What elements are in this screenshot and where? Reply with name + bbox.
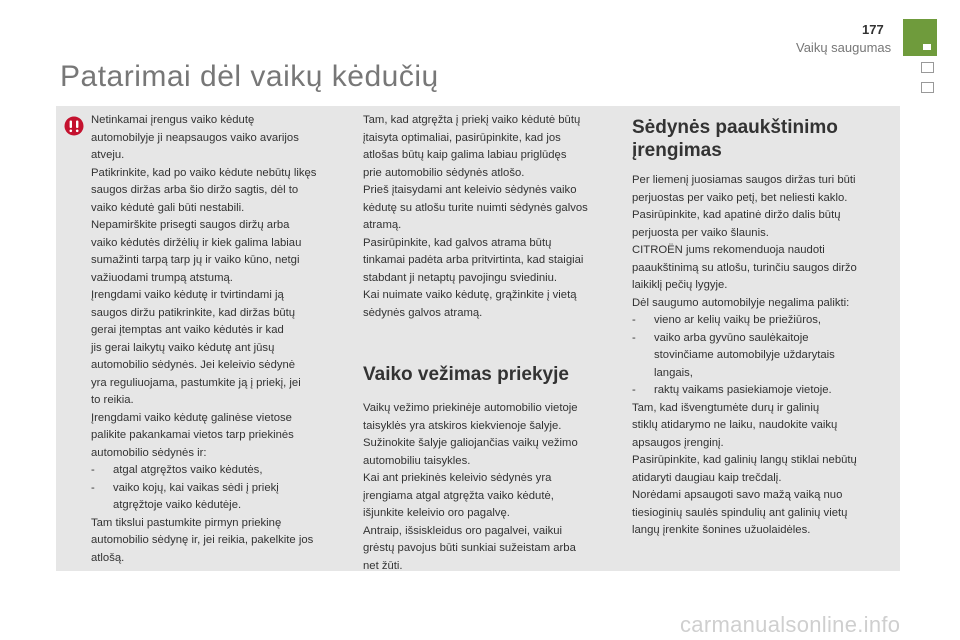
text-line: Tam tikslui pastumkite pirmyn priekinę xyxy=(91,516,282,529)
text-line: Sužinokite šalyje galiojančias vaikų vežimo xyxy=(363,437,578,449)
text-line: tiesioginių saulės spindulių ant galinių vietų xyxy=(632,506,848,519)
text-line: apsaugos įrenginį. xyxy=(632,436,724,449)
text-line: Pasirūpinkite, kad galinių langų stiklai nebūtų xyxy=(632,454,857,466)
section-heading-booster xyxy=(632,116,894,162)
list-item xyxy=(91,462,351,480)
tab-marker-icon xyxy=(923,44,931,50)
text-line: tinkamai padėta arba pritvirtinta, kad staigiai xyxy=(363,254,584,266)
text-line: yra reguliuojama, pastumkite ją į priekį, jei xyxy=(91,376,301,389)
text-line: laikiklį pečių lygyje. xyxy=(632,279,728,291)
text-line: Prieš įtaisydami ant keleivio sėdynės vaiko xyxy=(363,184,577,196)
section-tab-active[interactable] xyxy=(903,19,937,56)
page-title: Patarimai dėl vaikų kėdučių xyxy=(60,60,439,93)
text-line: net žūti. xyxy=(363,559,403,572)
text-line: langų įrenkite šonines užuolaidėles. xyxy=(632,524,811,536)
text-line: to reikia. xyxy=(91,394,134,406)
list-item xyxy=(632,382,894,400)
text-line: Netinkamai įrengus vaiko kėdutę xyxy=(91,114,255,126)
text-line: stabdant ji netaptų pavojingu sviediniu. xyxy=(363,271,558,284)
text-line: vieno ar kelių vaikų be priežiūros, xyxy=(654,314,822,326)
text-line: kėdutę su atlošu turite nuimti sėdynės galvos xyxy=(363,201,588,214)
text-line: Pasirūpinkite, kad galvos atrama būtų xyxy=(363,236,552,249)
text-line: automobilio sėdynės ir: xyxy=(91,446,207,459)
text-line: įrengiama atgal atgręžta vaiko kėdutė, xyxy=(363,489,554,502)
list-item xyxy=(91,480,351,515)
text-line: važiuodami trumpą atstumą. xyxy=(91,271,233,284)
text-line: Įrengdami vaiko kėdutę galinėse vietose xyxy=(91,411,292,424)
text-line: automobilio sėdynės. Jei keleivio sėdynė xyxy=(91,359,296,371)
text-line: Nepamirškite prisegti saugos diržų arba xyxy=(91,219,290,231)
text-line: prie automobilio sėdynės atlošo. xyxy=(363,166,525,179)
list-item xyxy=(632,330,894,383)
text-line: automobiliu taisykles. xyxy=(363,454,471,467)
text-line: atlošą. xyxy=(91,551,125,564)
text-line: vaiko arba gyvūno saulėkaitoje xyxy=(654,331,809,344)
text-line: Per liemenį juosiamas saugos diržas turi būti xyxy=(632,174,856,186)
text-line: atlošas būtų kaip galima labiau priglūdęs xyxy=(363,149,567,161)
text-line: vaiko kojų, kai vaikas sėdi į priekį xyxy=(113,481,279,494)
section-tab[interactable] xyxy=(921,62,934,73)
list-dash: - xyxy=(632,331,636,344)
text-line: vaiko kėdutė gali būti nestabili. xyxy=(91,201,245,214)
text-line: išjunkite keleivio oro pagalvę. xyxy=(363,507,510,519)
watermark: carmanualsonline.info xyxy=(680,612,901,637)
text-line: CITROËN jums rekomenduoja naudoti xyxy=(632,244,825,256)
list-dash: - xyxy=(91,481,95,494)
text-line: langais, xyxy=(654,366,693,379)
text-line: grėstų pavojus būti sunkiai sužeistam arba xyxy=(363,542,576,554)
list-dash: - xyxy=(632,384,636,396)
text-line: Patikrinkite, kad po vaiko kėdute nebūtų likęs xyxy=(91,166,317,179)
column-1 xyxy=(91,112,351,567)
text-line: Dėl saugumo automobilyje negalima palikti: xyxy=(632,296,850,309)
text-line: stiklų atidarymo ne laiku, naudokite vaikų xyxy=(632,419,838,431)
heading-line: įrengimas xyxy=(632,140,722,161)
text-line: Įrengdami vaiko kėdutę ir tvirtindami ją xyxy=(91,289,284,301)
list-item xyxy=(632,312,894,330)
text-line: saugos diržas arba šio diržo sagtis, dėl to xyxy=(91,184,299,196)
text-line: raktų vaikams pasiekiamoje vietoje. xyxy=(654,384,832,396)
text-line: paaukštinimą su atlošu, turinčiu saugos diržo xyxy=(632,261,857,274)
text-line: gerai įtemptas ant vaiko kėdutės ir kad xyxy=(91,324,284,336)
text-line: Kai ant priekinės keleivio sėdynės yra xyxy=(363,472,552,484)
text-line: Kai nuimate vaiko kėdutę, grąžinkite į vietą xyxy=(363,289,577,301)
text-line: Vaikų vežimo priekinėje automobilio vietoje xyxy=(363,402,578,414)
text-line: vaiko kėdutės diržėlių ir kiek galima labiau xyxy=(91,236,302,249)
text-line: atramą. xyxy=(363,219,402,231)
column-3 xyxy=(632,116,894,540)
text-line: Tam, kad išvengtumėte durų ir galinių xyxy=(632,401,820,414)
text-line: automobilyje ji neapsaugos vaiko avarijos xyxy=(91,131,299,144)
list-dash: - xyxy=(91,464,95,476)
text-line: atgręžtoje vaiko kėdutėje. xyxy=(113,499,242,511)
text-line: sumažinti tarpą tarp jų ir vaiko kūno, netgi xyxy=(91,254,300,266)
text-line: taisyklės yra atskiros kiekvienoje šalyje. xyxy=(363,419,562,432)
text-line: Antraip, išsiskleidus oro pagalvei, vaikui xyxy=(363,524,563,537)
text-line: Norėdami apsaugoti savo mažą vaiką nuo xyxy=(632,489,843,501)
text-line: saugos diržu patikrinkite, kad diržas būtų xyxy=(91,306,296,319)
text-line: atveju. xyxy=(91,149,125,161)
column-2 xyxy=(363,112,628,575)
text-line: perjuostas per vaiko petį, bet neliesti kaklo. xyxy=(632,191,848,204)
list-dash: - xyxy=(632,314,636,326)
warning-icon xyxy=(64,116,84,136)
text-line: jis gerai laikytų vaiko kėdutę ant jūsų xyxy=(91,341,275,354)
text-line: stovinčiame automobilyje uždarytais xyxy=(654,349,835,361)
text-line: Pasirūpinkite, kad apatinė diržo dalis būtų xyxy=(632,209,841,221)
text-line: atidaryti daugiau kaip trečdalį. xyxy=(632,471,782,484)
section-heading-front-seat: Vaiko vežimas priekyje xyxy=(363,364,569,385)
text-line: sėdynės galvos atramą. xyxy=(363,306,483,319)
text-line: įtaisyta optimaliai, pasirūpinkite, kad jos xyxy=(363,131,561,144)
text-line: automobilio sėdynę ir, jei reikia, pakelkite jos xyxy=(91,534,314,546)
text-line: atgal atgręžtos vaiko kėdutės, xyxy=(113,464,263,476)
section-label: Vaikų saugumas xyxy=(796,40,892,55)
section-tab[interactable] xyxy=(921,82,934,93)
text-line: perjuosta per vaiko šlaunis. xyxy=(632,226,769,239)
text-line: palikite pakankamai vietos tarp priekinės xyxy=(91,429,294,441)
text-line: Tam, kad atgręžta į priekį vaiko kėdutė būtų xyxy=(363,114,581,126)
heading-line: Sėdynės paaukštinimo xyxy=(632,117,838,138)
page-number: 177 xyxy=(862,22,884,37)
